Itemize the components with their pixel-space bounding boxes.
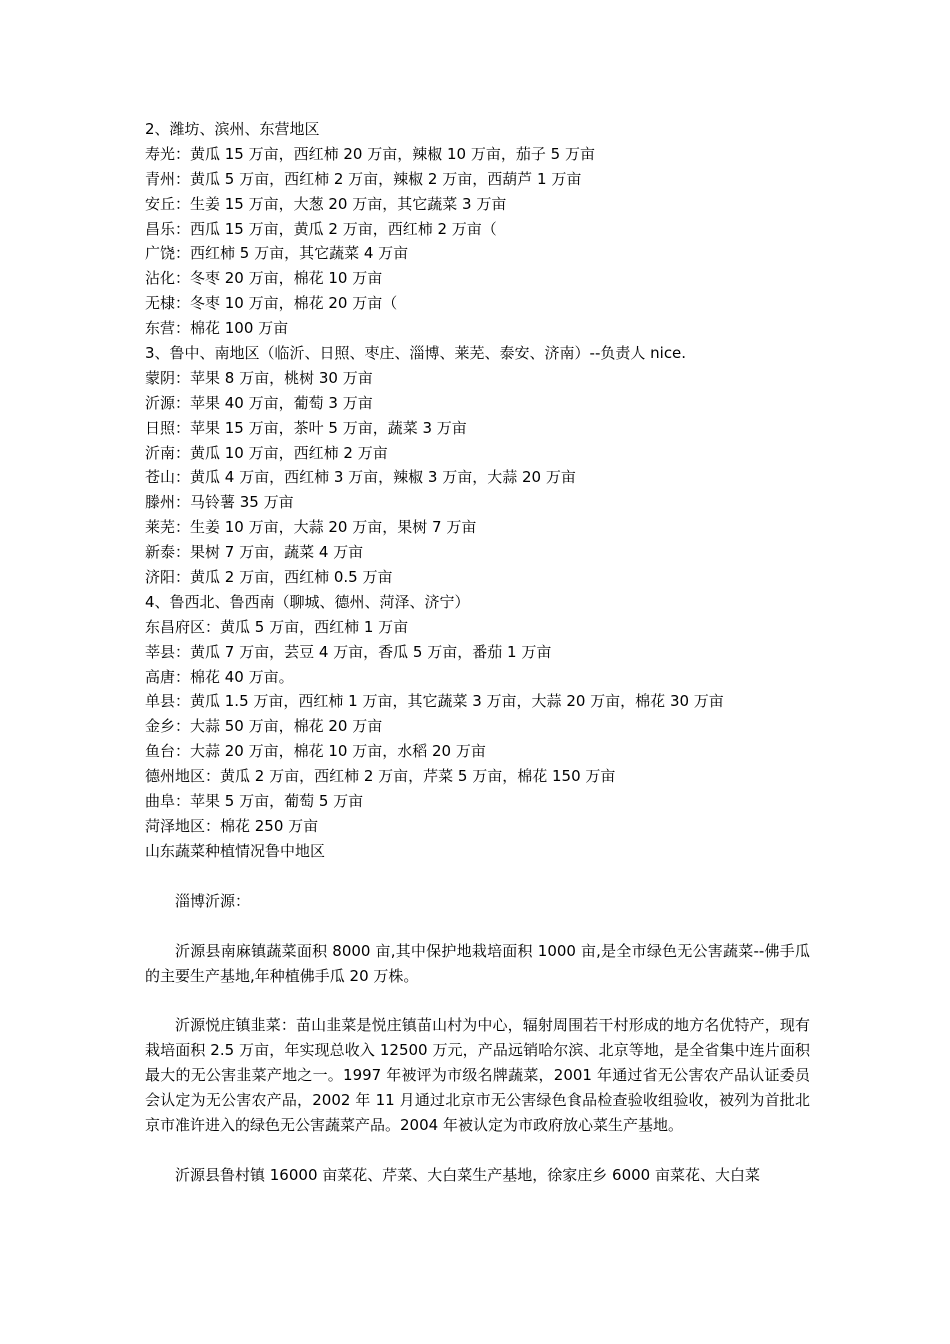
list-line: 沂南：黄瓜 10 万亩，西红柿 2 万亩 bbox=[145, 443, 388, 462]
list-line: 德州地区：黄瓜 2 万亩，西红柿 2 万亩，芹菜 5 万亩，棉花 150 万亩 bbox=[145, 767, 616, 786]
list-line: 2、潍坊、滨州、东营地区 bbox=[145, 120, 320, 138]
list-line: 莘县：黄瓜 7 万亩，芸豆 4 万亩，香瓜 5 万亩，番茄 1 万亩 bbox=[145, 642, 552, 661]
list-line: 广饶：西红柿 5 万亩，其它蔬菜 4 万亩 bbox=[145, 244, 409, 263]
document-page bbox=[145, 117, 810, 1188]
list-line: 安丘：生姜 15 万亩，大葱 20 万亩，其它蔬菜 3 万亩 bbox=[145, 194, 507, 213]
list-line: 高唐：棉花 40 万亩。 bbox=[145, 667, 294, 686]
list-line: 4、鲁西北、鲁西南（聊城、德州、菏泽、济宁） bbox=[145, 592, 470, 611]
list-line: 滕州：马铃薯 35 万亩 bbox=[145, 493, 294, 512]
paragraph: 沂源县鲁村镇 16000 亩菜花、芹菜、大白菜生产基地，徐家庄乡 6000 亩菜花、大白菜 bbox=[175, 1165, 760, 1184]
list-line: 沂源：苹果 40 万亩，葡萄 3 万亩 bbox=[145, 393, 373, 412]
list-line: 3、鲁中、南地区（临沂、日照、枣庄、淄博、莱芜、泰安、济南）--负责人 nice. bbox=[145, 344, 687, 363]
list-line: 寿光：黄瓜 15 万亩，西红柿 20 万亩，辣椒 10 万亩，茄子 5 万亩 bbox=[145, 144, 595, 163]
list-line: 东昌府区：黄瓜 5 万亩，西红柿 1 万亩 bbox=[145, 617, 409, 636]
list-line: 曲阜：苹果 5 万亩，葡萄 5 万亩 bbox=[145, 792, 364, 811]
list-line: 新泰：果树 7 万亩，蔬菜 4 万亩 bbox=[145, 543, 364, 562]
list-line: 济阳：黄瓜 2 万亩，西红柿 0.5 万亩 bbox=[145, 568, 393, 587]
list-line: 金乡：大蒜 50 万亩，棉花 20 万亩 bbox=[145, 717, 383, 736]
list-line: 青州：黄瓜 5 万亩，西红柿 2 万亩，辣椒 2 万亩，西葫芦 1 万亩 bbox=[145, 169, 582, 188]
list-line: 东营：棉花 100 万亩 bbox=[145, 319, 289, 338]
list-line: 菏泽地区：棉花 250 万亩 bbox=[145, 816, 319, 835]
list-line: 鱼台：大蒜 20 万亩，棉花 10 万亩，水稻 20 万亩 bbox=[145, 742, 486, 761]
list-line: 无棣：冬枣 10 万亩，棉花 20 万亩（ bbox=[145, 294, 398, 313]
list-line: 莱芜：生姜 10 万亩，大蒜 20 万亩，果树 7 万亩 bbox=[145, 518, 477, 537]
list-line: 苍山：黄瓜 4 万亩，西红柿 3 万亩，辣椒 3 万亩，大蒜 20 万亩 bbox=[145, 468, 576, 487]
paragraph: 沂源县南麻镇蔬菜面积 8000 亩,其中保护地栽培面积 1000 亩,是全市绿色无公害蔬菜--佛手瓜的主要生产基地,年种植佛手瓜 20 万株。 bbox=[145, 941, 810, 985]
list-line: 蒙阴：苹果 8 万亩，桃树 30 万亩 bbox=[145, 368, 373, 387]
list-line: 山东蔬菜种植情况鲁中地区 bbox=[145, 841, 326, 860]
section-heading: 淄博沂源： bbox=[175, 891, 251, 910]
list-line: 单县：黄瓜 1.5 万亩，西红柿 1 万亩，其它蔬菜 3 万亩，大蒜 20 万亩，棉花 30 万亩 bbox=[145, 692, 724, 711]
list-line: 昌乐：西瓜 15 万亩，黄瓜 2 万亩，西红柿 2 万亩（ bbox=[145, 219, 497, 238]
planting-list bbox=[145, 117, 810, 864]
list-line: 日照：苹果 15 万亩，茶叶 5 万亩，蔬菜 3 万亩 bbox=[145, 418, 467, 437]
list-line: 沾化：冬枣 20 万亩，棉花 10 万亩 bbox=[145, 269, 383, 288]
paragraph: 沂源悦庄镇韭菜：苗山韭菜是悦庄镇苗山村为中心，辐射周围若干村形成的地方名优特产，现有栽培面积 2.5 万亩，年实现总收入 12500 万元，产品远销哈尔滨、北京等地，是全省集中连片面积最大的无公害韭菜产地之一。1997 年被评为市级名牌蔬菜，2001 年通过省无公害农产品认证委员会认定为无公害农产品，2002 年 11 月通过北京市无公害绿色食品检查验收组验收，被列为首批北京市准许进入的绿色无公害蔬菜产品。2004 年被认定为市政府放心菜生产基地。 bbox=[145, 1016, 810, 1135]
